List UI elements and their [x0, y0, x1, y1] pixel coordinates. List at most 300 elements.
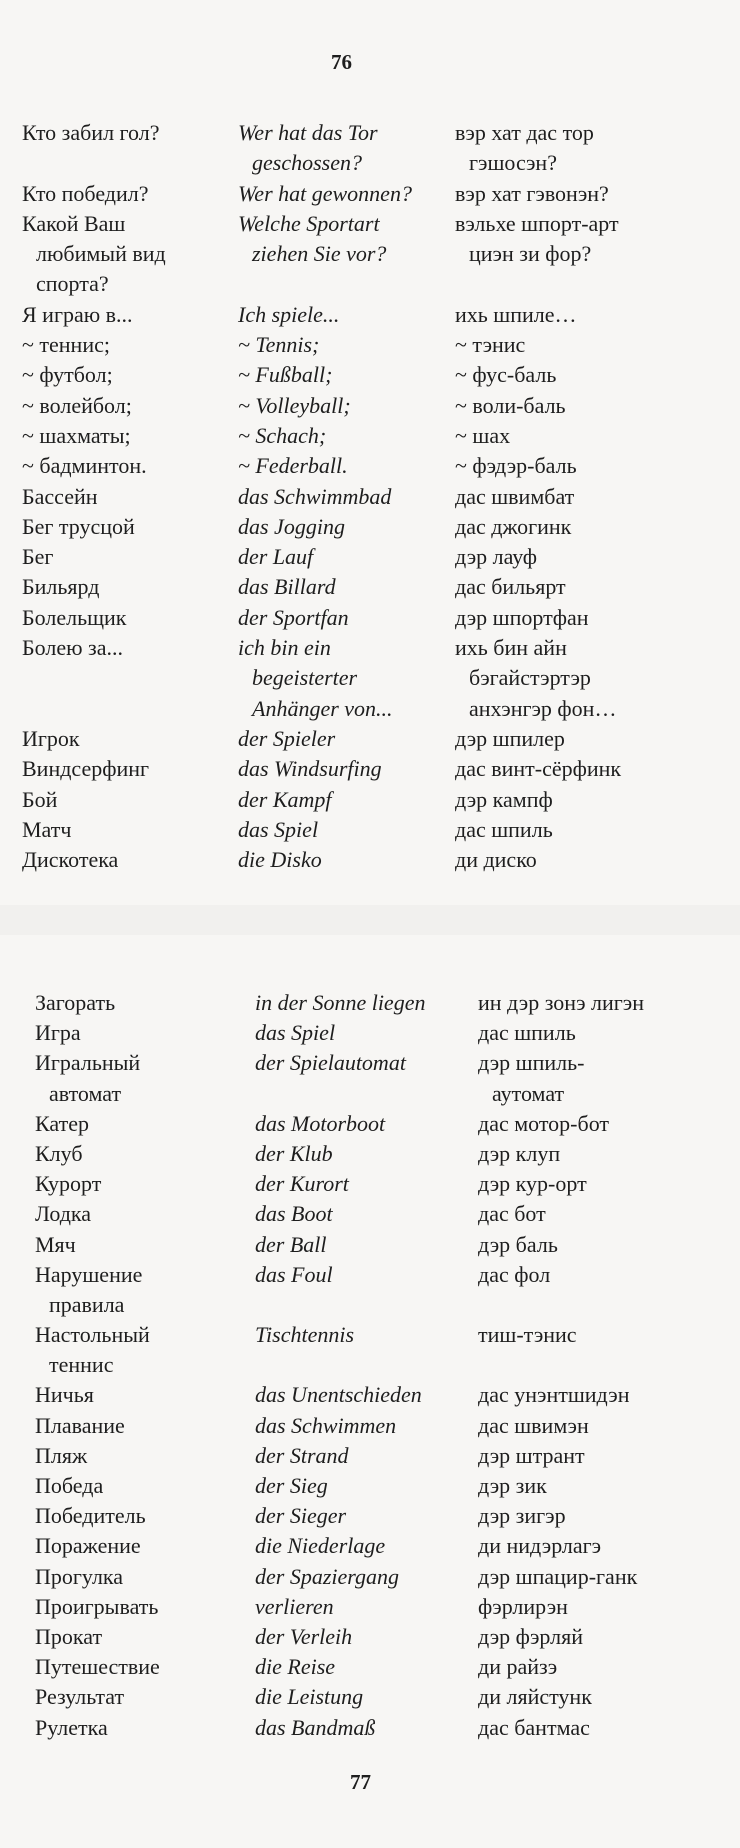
german-term [255, 1048, 406, 1078]
transliteration [478, 1199, 546, 1229]
russian-term [22, 815, 71, 845]
russian-term-line: Клуб [35, 1140, 83, 1166]
russian-term [22, 118, 160, 148]
transliteration [455, 451, 577, 481]
russian-term-line: Бег [22, 544, 54, 570]
transliteration-line: дэр шпиль- [478, 1050, 585, 1076]
russian-term [35, 1592, 158, 1622]
russian-term-line: Игральный [35, 1050, 141, 1076]
table-row [0, 1531, 740, 1561]
german-term [238, 572, 336, 602]
russian-term [22, 360, 113, 390]
transliteration-line: дэр зик [478, 1473, 547, 1499]
transliteration-line: дэр шпацир-ганк [478, 1563, 638, 1589]
transliteration-line: ди нидэрлагэ [478, 1533, 602, 1559]
german-term [255, 988, 425, 1018]
table-row [0, 391, 740, 421]
german-term-line: Anhänger von... [252, 695, 393, 721]
transliteration [478, 1230, 558, 1260]
german-term [255, 1713, 375, 1743]
table-row [0, 1048, 740, 1108]
german-term [238, 209, 386, 270]
transliteration [455, 785, 553, 815]
transliteration-line: ~ фус-баль [455, 362, 557, 388]
transliteration [455, 845, 537, 875]
german-term [238, 118, 378, 179]
german-term-line: der Ball [255, 1231, 327, 1257]
russian-term [22, 785, 57, 815]
transliteration [455, 603, 589, 633]
transliteration [478, 1622, 583, 1652]
transliteration-line: ~ воли-баль [455, 392, 566, 418]
german-term-line: der Sportfan [238, 604, 349, 630]
russian-term-line: Проигрывать [35, 1593, 159, 1619]
russian-term [22, 754, 149, 784]
transliteration-line: ~ тэнис [455, 332, 526, 358]
transliteration-line: ~ фэдэр-баль [455, 453, 577, 479]
transliteration-line: дас мотор-бот [478, 1110, 610, 1136]
russian-term [22, 542, 53, 572]
german-term-line: das Windsurfing [238, 756, 382, 782]
transliteration [455, 360, 556, 390]
russian-term-line: спорта? [36, 271, 109, 297]
russian-term [22, 179, 149, 209]
table-row [0, 1682, 740, 1712]
russian-term [22, 724, 80, 754]
transliteration-line: гэшосэн? [469, 150, 557, 176]
transliteration-line: дас шпиль [478, 1020, 576, 1046]
table-row [0, 360, 740, 390]
russian-term [22, 300, 133, 330]
table-row [0, 1139, 740, 1169]
german-term-line: ~ Fußball; [238, 362, 333, 388]
german-term [238, 391, 351, 421]
transliteration-line: дас фол [478, 1261, 551, 1287]
german-term [238, 724, 335, 754]
transliteration [478, 1592, 568, 1622]
russian-term-line: правила [49, 1291, 125, 1317]
transliteration-line: дэр кур-орт [478, 1171, 587, 1197]
russian-term-line: Какой Ваш [22, 210, 126, 236]
russian-term [35, 1652, 160, 1682]
german-term-line: die Disko [238, 847, 322, 873]
german-term-line: geschossen? [252, 150, 362, 176]
russian-term [22, 603, 127, 633]
table-row [0, 1471, 740, 1501]
german-term-line: der Verleih [255, 1623, 353, 1649]
transliteration [455, 724, 565, 754]
russian-term-line: Победа [35, 1473, 104, 1499]
russian-term-line: Прокат [35, 1623, 103, 1649]
table-row [0, 209, 740, 300]
table-row [0, 542, 740, 572]
russian-term-line: Плавание [35, 1412, 125, 1438]
transliteration-line: дас бот [478, 1201, 546, 1227]
russian-term-line: ~ футбол; [22, 362, 113, 388]
page-gap [0, 905, 740, 935]
german-term-line: das Unentschieden [255, 1382, 422, 1408]
german-term [255, 1622, 352, 1652]
german-term [255, 1018, 335, 1048]
transliteration [478, 1169, 587, 1199]
transliteration-line: дас унэнтшидэн [478, 1382, 630, 1408]
russian-term-line: Загорать [35, 990, 116, 1015]
german-term-line: das Spiel [238, 816, 319, 842]
transliteration-line: дас бильярт [455, 574, 566, 600]
russian-term-line: Прогулка [35, 1563, 124, 1589]
transliteration [478, 1441, 585, 1471]
phrase-table [0, 118, 740, 875]
transliteration-line: дас винт-сёрфинк [455, 756, 622, 782]
german-term [238, 300, 339, 330]
german-term-line: das Jogging [238, 513, 345, 539]
russian-term-line: Бильярд [22, 574, 100, 600]
german-term-line: das Schwimmbad [238, 483, 392, 509]
german-term-line: Welche Sportart [238, 210, 380, 236]
russian-term-line: Пляж [35, 1442, 88, 1468]
transliteration-line: дэр шпортфан [455, 604, 589, 630]
transliteration [478, 1531, 601, 1561]
russian-term [35, 1139, 83, 1169]
german-term-line: ~ Tennis; [238, 332, 320, 358]
russian-term-line: ~ волейбол; [22, 392, 132, 418]
transliteration-line: ди райзэ [478, 1654, 558, 1680]
german-term-line: das Motorboot [255, 1110, 386, 1136]
german-term-line: Ich spiele... [238, 301, 340, 327]
russian-term [35, 1441, 87, 1471]
transliteration [455, 633, 616, 724]
german-term-line: der Kampf [238, 786, 332, 812]
transliteration-line: дас швимэн [478, 1412, 589, 1438]
transliteration-line: тиш-тэнис [478, 1322, 577, 1348]
transliteration [455, 118, 594, 179]
transliteration [478, 1471, 547, 1501]
german-term [238, 330, 319, 360]
transliteration [478, 1048, 585, 1108]
german-term [255, 1471, 328, 1501]
german-term-line: der Spielautomat [255, 1050, 406, 1076]
transliteration [478, 1139, 560, 1169]
german-term [238, 785, 332, 815]
russian-term [35, 1501, 146, 1531]
russian-term-line: Игрок [22, 725, 80, 751]
russian-term-line: Бой [22, 786, 58, 812]
german-term-line: ziehen Sie vor? [252, 241, 387, 267]
table-row [0, 1230, 740, 1260]
german-term-line: das Boot [255, 1201, 333, 1227]
german-term [255, 1169, 349, 1199]
page-number: 76 [331, 50, 352, 74]
transliteration-line: дас швимбат [455, 483, 575, 509]
russian-term-line: Путешествие [35, 1654, 160, 1680]
transliteration-line: дас шпиль [455, 816, 553, 842]
russian-term [35, 1471, 103, 1501]
german-term-line: der Spaziergang [255, 1563, 400, 1589]
russian-term-line: Результат [35, 1684, 125, 1710]
russian-term-line: ~ шахматы; [22, 422, 131, 448]
german-term [238, 815, 318, 845]
russian-term [35, 1531, 141, 1561]
russian-term [35, 1109, 89, 1139]
german-term [255, 1199, 333, 1229]
table-row [0, 179, 740, 209]
table-row [0, 633, 740, 724]
page-77 [0, 940, 740, 1848]
table-row [0, 300, 740, 330]
german-term-line: das Foul [255, 1261, 333, 1287]
table-row [0, 724, 740, 754]
table-row [0, 1411, 740, 1441]
table-row [0, 1562, 740, 1592]
russian-term-line: Виндсерфинг [22, 756, 150, 782]
german-term-line: der Sieg [255, 1473, 328, 1499]
russian-term [35, 1260, 142, 1320]
german-term [255, 1531, 385, 1561]
table-row [0, 1441, 740, 1471]
transliteration [455, 482, 574, 512]
table-row [0, 1501, 740, 1531]
german-term-line: Wer hat gewonnen? [238, 180, 412, 206]
table-row [0, 421, 740, 451]
german-term-line: in der Sonne liegen [255, 990, 426, 1015]
transliteration-line: вэльхе шпорт-арт [455, 210, 619, 236]
transliteration [478, 1320, 577, 1350]
table-row [0, 451, 740, 481]
german-term-line: das Spiel [255, 1020, 336, 1046]
german-term [255, 1230, 327, 1260]
transliteration-line: дэр кампф [455, 786, 553, 812]
transliteration [455, 512, 571, 542]
transliteration-line: дэр фэрляй [478, 1623, 583, 1649]
russian-term [22, 421, 131, 451]
russian-term-line: Нарушение [35, 1261, 143, 1287]
russian-term-line: Курорт [35, 1171, 102, 1197]
table-row [0, 118, 740, 179]
german-term [238, 421, 326, 451]
russian-term [22, 572, 99, 602]
table-row [0, 1018, 740, 1048]
russian-term-line: ~ теннис; [22, 332, 110, 358]
german-term [238, 542, 313, 572]
german-term-line: der Strand [255, 1442, 349, 1468]
transliteration [478, 1411, 589, 1441]
russian-term [35, 1411, 125, 1441]
transliteration [455, 391, 566, 421]
russian-term [22, 633, 123, 663]
russian-term [35, 1169, 101, 1199]
german-term-line: ~ Schach; [238, 422, 327, 448]
russian-term [22, 330, 110, 360]
transliteration [455, 572, 566, 602]
transliteration-line: дас джогинк [455, 513, 572, 539]
russian-term [22, 391, 132, 421]
russian-term-line: теннис [49, 1352, 114, 1378]
russian-term [35, 1199, 91, 1229]
transliteration-line: ин дэр зонэ лигэн [478, 990, 644, 1015]
german-term [255, 1592, 334, 1622]
transliteration-line: циэн зи фор? [469, 241, 592, 267]
transliteration [455, 421, 510, 451]
russian-term-line: Бег трусцой [22, 513, 135, 539]
german-term-line: die Reise [255, 1654, 336, 1680]
german-term-line: ich bin ein [238, 635, 331, 661]
german-term-line: das Schwimmen [255, 1412, 397, 1438]
german-term-line: der Spieler [238, 725, 336, 751]
german-term-line: ~ Volleyball; [238, 392, 351, 418]
table-row [0, 1260, 740, 1320]
german-term [255, 1682, 363, 1712]
german-term-line: Wer hat das Tor [238, 120, 378, 145]
table-row [0, 1713, 740, 1743]
table-row [0, 785, 740, 815]
transliteration [478, 1682, 592, 1712]
russian-term-line: Победитель [35, 1503, 146, 1529]
german-term-line: begeisterter [252, 665, 358, 691]
german-term [238, 512, 345, 542]
russian-term-line: Я играю в... [22, 301, 133, 327]
transliteration-line: дэр клуп [478, 1140, 561, 1166]
russian-term-line: Рулетка [35, 1714, 108, 1740]
transliteration-line: вэр хат гэвонэн? [455, 180, 609, 206]
german-term-line: die Leistung [255, 1684, 364, 1710]
transliteration-line: анхэнгэр фон… [469, 695, 617, 721]
transliteration-line: ди ляйстунк [478, 1684, 592, 1710]
transliteration-line: ихь шпиле… [455, 301, 577, 327]
transliteration [478, 1260, 550, 1290]
german-term [238, 451, 348, 481]
transliteration [455, 179, 609, 209]
german-term-line: das Bandmaß [255, 1714, 376, 1740]
transliteration-line: дас бантмас [478, 1714, 590, 1740]
russian-term-line: Настольный [35, 1322, 150, 1348]
transliteration-line: дэр зигэр [478, 1503, 566, 1529]
russian-term-line: любимый вид [36, 241, 166, 267]
german-term [255, 1380, 422, 1410]
german-term [255, 1411, 396, 1441]
transliteration-line: фэрлирэн [478, 1593, 568, 1619]
table-row [0, 1320, 740, 1380]
german-term [255, 1139, 333, 1169]
russian-term-line: Ничья [35, 1382, 94, 1408]
german-term [238, 482, 391, 512]
table-row [0, 1380, 740, 1410]
russian-term-line: Дискотека [22, 847, 119, 873]
german-term-line: ~ Federball. [238, 453, 348, 479]
transliteration-line: дэр лауф [455, 544, 538, 570]
table-row [0, 482, 740, 512]
german-term-line: der Lauf [238, 544, 314, 570]
transliteration [455, 330, 525, 360]
transliteration [455, 542, 537, 572]
german-term [255, 1320, 354, 1350]
russian-term [35, 1018, 81, 1048]
table-row [0, 988, 740, 1018]
table-row [0, 603, 740, 633]
table-row [0, 1592, 740, 1622]
russian-term-line: Лодка [35, 1201, 92, 1227]
transliteration [478, 1652, 557, 1682]
table-row [0, 1652, 740, 1682]
transliteration [455, 815, 553, 845]
table-row [0, 754, 740, 784]
russian-term-line: Кто забил гол? [22, 120, 160, 145]
russian-term [35, 1622, 102, 1652]
transliteration [455, 754, 621, 784]
transliteration [478, 1109, 609, 1139]
german-term [255, 1652, 335, 1682]
russian-term [35, 1713, 108, 1743]
russian-term [22, 209, 166, 300]
russian-term [22, 512, 135, 542]
russian-term [22, 482, 98, 512]
russian-term [35, 1380, 94, 1410]
russian-term-line: Кто победил? [22, 180, 149, 206]
german-term-line: verlieren [255, 1593, 334, 1619]
german-term-line: die Niederlage [255, 1533, 386, 1559]
german-term [238, 603, 349, 633]
transliteration-line: аутомат [492, 1080, 565, 1106]
russian-term-line: Бассейн [22, 483, 98, 509]
table-row [0, 815, 740, 845]
russian-term [35, 1230, 76, 1260]
russian-term [22, 845, 118, 875]
table-row [0, 1622, 740, 1652]
transliteration [455, 209, 619, 270]
german-term-line: der Sieger [255, 1503, 347, 1529]
german-term-line: das Billard [238, 574, 336, 600]
transliteration-line: вэр хат дас тор [455, 120, 594, 145]
transliteration-line: бэгайстэртэр [469, 665, 591, 691]
russian-term [22, 451, 147, 481]
russian-term [35, 1562, 123, 1592]
german-term [238, 754, 382, 784]
transliteration [478, 1713, 590, 1743]
transliteration-line: ди диско [455, 847, 537, 873]
german-term [255, 1260, 333, 1290]
transliteration-line: дэр штрант [478, 1442, 585, 1468]
transliteration [478, 988, 644, 1018]
transliteration [478, 1501, 566, 1531]
russian-term-line: Игра [35, 1020, 81, 1046]
german-term [238, 360, 332, 390]
russian-term-line: автомат [49, 1080, 122, 1106]
phrase-table [0, 988, 740, 1743]
transliteration [455, 300, 577, 330]
german-term-line: der Kurort [255, 1171, 349, 1197]
page-76 [0, 0, 740, 900]
german-term [238, 633, 393, 724]
russian-term-line: Катер [35, 1110, 89, 1136]
transliteration-line: дэр баль [478, 1231, 558, 1257]
german-term-line: der Klub [255, 1140, 333, 1166]
table-row [0, 1199, 740, 1229]
german-term [255, 1109, 385, 1139]
russian-term [35, 988, 115, 1018]
russian-term-line: Матч [22, 816, 72, 842]
german-term [255, 1501, 346, 1531]
transliteration [478, 1380, 630, 1410]
table-row [0, 572, 740, 602]
transliteration-line: дэр шпилер [455, 725, 565, 751]
table-row [0, 845, 740, 875]
table-row [0, 330, 740, 360]
transliteration [478, 1562, 637, 1592]
transliteration [478, 1018, 576, 1048]
russian-term-line: ~ бадминтон. [22, 453, 147, 479]
russian-term-line: Болельщик [22, 604, 127, 630]
transliteration-line: ихь бин айн [455, 635, 567, 661]
transliteration-line: ~ шах [455, 422, 511, 448]
